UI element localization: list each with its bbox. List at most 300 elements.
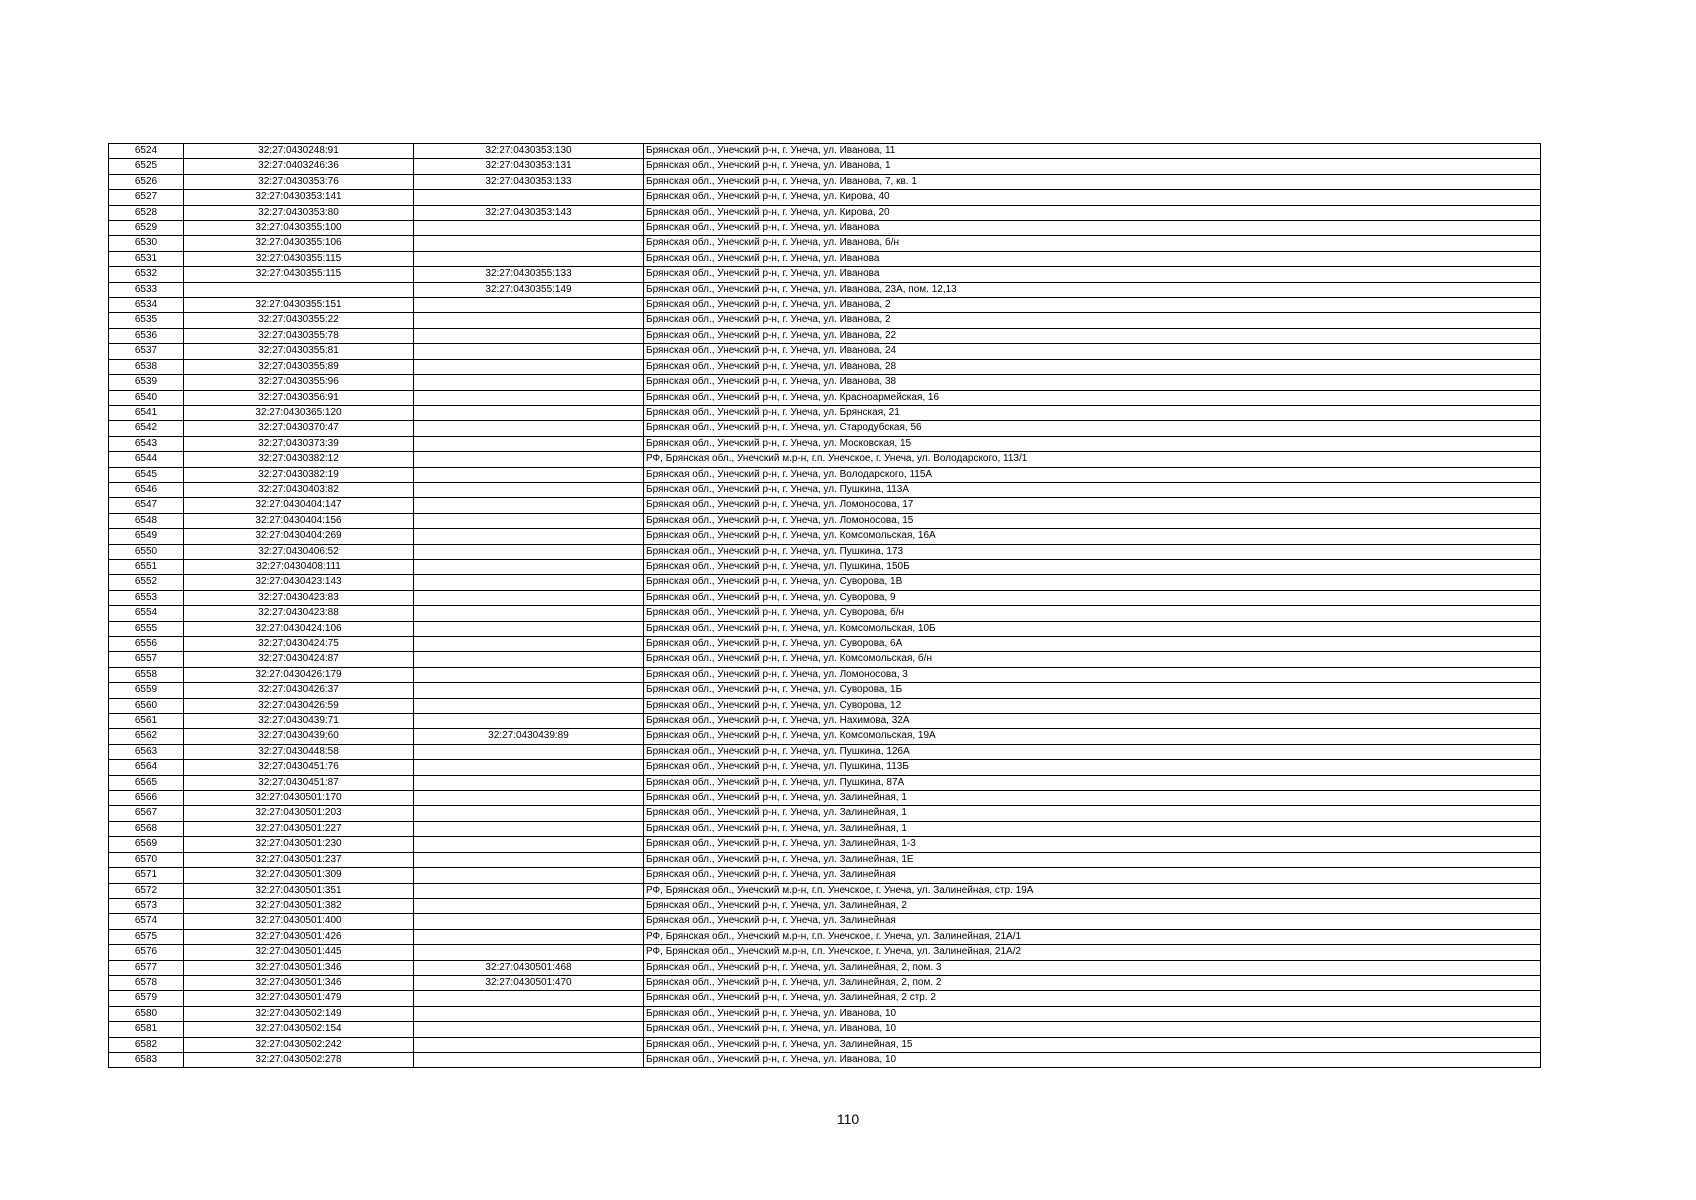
cadastral-number-cell: 32:27:0430501:230 [184,837,414,852]
table-row [109,791,1541,806]
address-cell: Брянская обл., Унечский р-н, г. Унеча, ул. Иванова, 38 [644,375,1541,390]
cadastral-number-cell: 32:27:0430355:89 [184,359,414,374]
table-row [109,898,1541,913]
address-cell: Брянская обл., Унечский р-н, г. Унеча, ул. Иванова, 10 [644,1052,1541,1067]
table-row [109,251,1541,266]
address-cell: Брянская обл., Унечский р-н, г. Унеча, ул. Ломоносова, 17 [644,498,1541,513]
object-cadastral-number-cell: 32:27:0430501:470 [414,975,644,990]
object-cadastral-number-cell [414,467,644,482]
cadastral-number-cell: 32:27:0430439:60 [184,729,414,744]
address-cell: Брянская обл., Унечский р-н, г. Унеча, ул. Московская, 15 [644,436,1541,451]
cadastral-number-cell: 32:27:0430423:83 [184,590,414,605]
table-row [109,698,1541,713]
address-cell: РФ, Брянская обл., Унечский м.р-н, г.п. Унечское, г. Унеча, ул. Володарского, 113/1 [644,452,1541,467]
row-number-cell: 6573 [109,898,184,913]
row-number-cell: 6548 [109,513,184,528]
cadastral-number-cell: 32:27:0430448:58 [184,744,414,759]
cadastral-number-cell: 32:27:0430502:149 [184,1006,414,1021]
address-cell: Брянская обл., Унечский р-н, г. Унеча, ул. Нахимова, 32А [644,714,1541,729]
cadastral-number-cell: 32:27:0430424:87 [184,652,414,667]
row-number-cell: 6581 [109,1022,184,1037]
table-row [109,559,1541,574]
object-cadastral-number-cell: 32:27:0430355:149 [414,282,644,297]
object-cadastral-number-cell [414,559,644,574]
cadastral-number-cell: 32:27:0430355:106 [184,236,414,251]
table-row [109,390,1541,405]
table-row [109,236,1541,251]
row-number-cell: 6533 [109,282,184,297]
table-row [109,205,1541,220]
cadastral-number-cell: 32:27:0430406:52 [184,544,414,559]
row-number-cell: 6538 [109,359,184,374]
table-row [109,975,1541,990]
table-row [109,945,1541,960]
table-row [109,267,1541,282]
address-cell: Брянская обл., Унечский р-н, г. Унеча, ул. Комсомольская, 16А [644,529,1541,544]
address-cell: Брянская обл., Унечский р-н, г. Унеча, ул. Залинейная, 1-3 [644,837,1541,852]
row-number-cell: 6528 [109,205,184,220]
cadastral-number-cell: 32:27:0430502:154 [184,1022,414,1037]
table-row [109,1037,1541,1052]
row-number-cell: 6525 [109,159,184,174]
row-number-cell: 6530 [109,236,184,251]
table-row [109,452,1541,467]
object-cadastral-number-cell [414,898,644,913]
object-cadastral-number-cell [414,883,644,898]
cadastral-number-cell: 32:27:0430501:445 [184,945,414,960]
cadastral-number-cell: 32:27:0430353:141 [184,190,414,205]
address-cell: Брянская обл., Унечский р-н, г. Унеча, ул. Пушкина, 126А [644,744,1541,759]
row-number-cell: 6552 [109,575,184,590]
object-cadastral-number-cell [414,236,644,251]
cadastral-number-cell: 32:27:0430403:82 [184,482,414,497]
object-cadastral-number-cell: 32:27:0430355:133 [414,267,644,282]
address-cell: Брянская обл., Унечский р-н, г. Унеча, ул. Иванова [644,221,1541,236]
cadastral-number-cell: 32:27:0430501:479 [184,991,414,1006]
row-number-cell: 6572 [109,883,184,898]
row-number-cell: 6540 [109,390,184,405]
row-number-cell: 6550 [109,544,184,559]
object-cadastral-number-cell: 32:27:0430353:143 [414,205,644,220]
row-number-cell: 6534 [109,298,184,313]
object-cadastral-number-cell [414,991,644,1006]
table-row [109,637,1541,652]
object-cadastral-number-cell [414,405,644,420]
address-cell: Брянская обл., Унечский р-н, г. Унеча, ул. Суворова, 1Б [644,683,1541,698]
row-number-cell: 6571 [109,868,184,883]
address-cell: Брянская обл., Унечский р-н, г. Унеча, ул. Иванова, 2 [644,313,1541,328]
object-cadastral-number-cell [414,637,644,652]
address-cell: Брянская обл., Унечский р-н, г. Унеча, ул. Кирова, 20 [644,205,1541,220]
address-cell: Брянская обл., Унечский р-н, г. Унеча, ул. Суворова, 6А [644,637,1541,652]
object-cadastral-number-cell: 32:27:0430353:133 [414,174,644,189]
row-number-cell: 6578 [109,975,184,990]
object-cadastral-number-cell [414,791,644,806]
table-row [109,652,1541,667]
address-cell: Брянская обл., Унечский р-н, г. Унеча, ул. Комсомольская, 10Б [644,621,1541,636]
cadastral-number-cell: 32:27:0430501:351 [184,883,414,898]
table-row [109,513,1541,528]
object-cadastral-number-cell [414,529,644,544]
object-cadastral-number-cell [414,575,644,590]
table-row [109,1006,1541,1021]
object-cadastral-number-cell [414,775,644,790]
table-row [109,344,1541,359]
address-cell: Брянская обл., Унечский р-н, г. Унеча, ул. Иванова, 7, кв. 1 [644,174,1541,189]
table-row [109,621,1541,636]
object-cadastral-number-cell [414,1022,644,1037]
row-number-cell: 6545 [109,467,184,482]
table-row [109,837,1541,852]
cadastral-number-cell: 32:27:0430502:242 [184,1037,414,1052]
table-row [109,590,1541,605]
cadastral-number-cell: 32:27:0430424:75 [184,637,414,652]
address-cell: Брянская обл., Унечский р-н, г. Унеча, ул. Иванова, 22 [644,328,1541,343]
table-row [109,405,1541,420]
table-row [109,960,1541,975]
address-cell: Брянская обл., Унечский р-н, г. Унеча, ул. Суворова, 12 [644,698,1541,713]
row-number-cell: 6557 [109,652,184,667]
row-number-cell: 6563 [109,744,184,759]
cadastral-number-cell: 32:27:0430439:71 [184,714,414,729]
table-row [109,482,1541,497]
object-cadastral-number-cell [414,482,644,497]
table-row [109,313,1541,328]
object-cadastral-number-cell [414,452,644,467]
address-cell: Брянская обл., Унечский р-н, г. Унеча, ул. Иванова, 10 [644,1006,1541,1021]
table-row [109,544,1541,559]
table-row [109,914,1541,929]
address-cell: Брянская обл., Унечский р-н, г. Унеча, ул. Иванова, 28 [644,359,1541,374]
row-number-cell: 6542 [109,421,184,436]
table-row [109,282,1541,297]
address-cell: Брянская обл., Унечский р-н, г. Унеча, ул. Красноармейская, 16 [644,390,1541,405]
object-cadastral-number-cell [414,328,644,343]
address-cell: Брянская обл., Унечский р-н, г. Унеча, ул. Суворова, 9 [644,590,1541,605]
cadastral-number-cell: 32:27:0430370:47 [184,421,414,436]
address-cell: РФ, Брянская обл., Унечский м.р-н, г.п. Унечское, г. Унеча, ул. Залинейная, 21А/2 [644,945,1541,960]
object-cadastral-number-cell [414,667,644,682]
cadastral-number-cell: 32:27:0430423:88 [184,606,414,621]
row-number-cell: 6567 [109,806,184,821]
address-cell: Брянская обл., Унечский р-н, г. Унеча, ул. Комсомольская, б/н [644,652,1541,667]
address-cell: Брянская обл., Унечский р-н, г. Унеча, ул. Залинейная, 1Е [644,852,1541,867]
row-number-cell: 6565 [109,775,184,790]
row-number-cell: 6524 [109,144,184,159]
row-number-cell: 6541 [109,405,184,420]
cadastral-number-cell: 32:27:0430353:80 [184,205,414,220]
cadastral-number-cell: 32:27:0430404:147 [184,498,414,513]
row-number-cell: 6564 [109,760,184,775]
row-number-cell: 6543 [109,436,184,451]
address-cell: Брянская обл., Унечский р-н, г. Унеча, ул. Иванова, 10 [644,1022,1541,1037]
cadastral-number-cell: 32:27:0430404:156 [184,513,414,528]
table-row [109,1022,1541,1037]
registry-table [108,143,1541,1068]
object-cadastral-number-cell [414,806,644,821]
table-row [109,190,1541,205]
table-row [109,714,1541,729]
cadastral-number-cell: 32:27:0403246:36 [184,159,414,174]
table-row [109,144,1541,159]
object-cadastral-number-cell: 32:27:0430439:89 [414,729,644,744]
address-cell: РФ, Брянская обл., Унечский м.р-н, г.п. Унечское, г. Унеча, ул. Залинейная, стр. 19А [644,883,1541,898]
row-number-cell: 6560 [109,698,184,713]
address-cell: Брянская обл., Унечский р-н, г. Унеча, ул. Ломоносова, 3 [644,667,1541,682]
address-cell: Брянская обл., Унечский р-н, г. Унеча, ул. Залинейная, 2, пом. 2 [644,975,1541,990]
row-number-cell: 6579 [109,991,184,1006]
table-row [109,498,1541,513]
cadastral-number-cell: 32:27:0430248:91 [184,144,414,159]
table-row [109,821,1541,836]
address-cell: Брянская обл., Унечский р-н, г. Унеча, ул. Залинейная [644,868,1541,883]
cadastral-number-cell: 32:27:0430408:111 [184,559,414,574]
row-number-cell: 6577 [109,960,184,975]
table-row [109,806,1541,821]
object-cadastral-number-cell [414,421,644,436]
object-cadastral-number-cell [414,868,644,883]
address-cell: Брянская обл., Унечский р-н, г. Унеча, ул. Комсомольская, 19А [644,729,1541,744]
cadastral-number-cell: 32:27:0430501:346 [184,975,414,990]
cadastral-number-cell: 32:27:0430501:346 [184,960,414,975]
table-row [109,667,1541,682]
cadastral-number-cell: 32:27:0430451:76 [184,760,414,775]
address-cell: Брянская обл., Унечский р-н, г. Унеча, ул. Иванова, 24 [644,344,1541,359]
cadastral-number-cell: 32:27:0430501:170 [184,791,414,806]
address-cell: Брянская обл., Унечский р-н, г. Унеча, ул. Ломоносова, 15 [644,513,1541,528]
table-row [109,852,1541,867]
cadastral-number-cell: 32:27:0430355:81 [184,344,414,359]
object-cadastral-number-cell: 32:27:0430353:131 [414,159,644,174]
cadastral-number-cell: 32:27:0430373:39 [184,436,414,451]
object-cadastral-number-cell [414,606,644,621]
table-row [109,883,1541,898]
address-cell: Брянская обл., Унечский р-н, г. Унеча, ул. Пушкина, 87А [644,775,1541,790]
object-cadastral-number-cell [414,621,644,636]
address-cell: Брянская обл., Унечский р-н, г. Унеча, ул. Залинейная, 1 [644,791,1541,806]
object-cadastral-number-cell [414,698,644,713]
row-number-cell: 6566 [109,791,184,806]
object-cadastral-number-cell [414,652,644,667]
object-cadastral-number-cell [414,821,644,836]
row-number-cell: 6575 [109,929,184,944]
cadastral-number-cell: 32:27:0430501:426 [184,929,414,944]
cadastral-number-cell: 32:27:0430404:269 [184,529,414,544]
object-cadastral-number-cell [414,221,644,236]
object-cadastral-number-cell [414,375,644,390]
cadastral-number-cell: 32:27:0430382:12 [184,452,414,467]
address-cell: Брянская обл., Унечский р-н, г. Унеча, ул. Пушкина, 150Б [644,559,1541,574]
registry-table-body [109,144,1541,1068]
object-cadastral-number-cell [414,513,644,528]
row-number-cell: 6555 [109,621,184,636]
address-cell: Брянская обл., Унечский р-н, г. Унеча, ул. Кирова, 40 [644,190,1541,205]
row-number-cell: 6553 [109,590,184,605]
address-cell: Брянская обл., Унечский р-н, г. Унеча, ул. Иванова, 2 [644,298,1541,313]
object-cadastral-number-cell: 32:27:0430501:468 [414,960,644,975]
object-cadastral-number-cell [414,852,644,867]
row-number-cell: 6570 [109,852,184,867]
row-number-cell: 6558 [109,667,184,682]
row-number-cell: 6562 [109,729,184,744]
table-row [109,436,1541,451]
object-cadastral-number-cell [414,359,644,374]
address-cell: Брянская обл., Унечский р-н, г. Унеча, ул. Суворова, 1В [644,575,1541,590]
row-number-cell: 6576 [109,945,184,960]
row-number-cell: 6537 [109,344,184,359]
row-number-cell: 6547 [109,498,184,513]
address-cell: Брянская обл., Унечский р-н, г. Унеча, ул. Пушкина, 113Б [644,760,1541,775]
table-row [109,221,1541,236]
object-cadastral-number-cell [414,744,644,759]
address-cell: Брянская обл., Унечский р-н, г. Унеча, ул. Залинейная, 2 [644,898,1541,913]
table-row [109,174,1541,189]
address-cell: Брянская обл., Унечский р-н, г. Унеча, ул. Иванова, б/н [644,236,1541,251]
cadastral-number-cell: 32:27:0430501:400 [184,914,414,929]
cadastral-number-cell: 32:27:0430501:227 [184,821,414,836]
address-cell: Брянская обл., Унечский р-н, г. Унеча, ул. Пушкина, 113А [644,482,1541,497]
object-cadastral-number-cell [414,498,644,513]
cadastral-number-cell: 32:27:0430426:179 [184,667,414,682]
row-number-cell: 6569 [109,837,184,852]
row-number-cell: 6532 [109,267,184,282]
table-row [109,421,1541,436]
cadastral-number-cell [184,282,414,297]
object-cadastral-number-cell [414,544,644,559]
address-cell: Брянская обл., Унечский р-н, г. Унеча, ул. Суворова, б/н [644,606,1541,621]
address-cell: Брянская обл., Унечский р-н, г. Унеча, ул. Брянская, 21 [644,405,1541,420]
table-row [109,760,1541,775]
cadastral-number-cell: 32:27:0430355:151 [184,298,414,313]
row-number-cell: 6559 [109,683,184,698]
table-row [109,991,1541,1006]
table-row [109,1052,1541,1067]
cadastral-number-cell: 32:27:0430356:91 [184,390,414,405]
row-number-cell: 6544 [109,452,184,467]
cadastral-number-cell: 32:27:0430355:22 [184,313,414,328]
object-cadastral-number-cell [414,914,644,929]
cadastral-number-cell: 32:27:0430451:87 [184,775,414,790]
row-number-cell: 6583 [109,1052,184,1067]
address-cell: Брянская обл., Унечский р-н, г. Унеча, ул. Залинейная, 2 стр. 2 [644,991,1541,1006]
cadastral-number-cell: 32:27:0430501:203 [184,806,414,821]
row-number-cell: 6574 [109,914,184,929]
object-cadastral-number-cell [414,714,644,729]
address-cell: Брянская обл., Унечский р-н, г. Унеча, ул. Залинейная, 1 [644,806,1541,821]
object-cadastral-number-cell [414,837,644,852]
table-row [109,744,1541,759]
table-row [109,529,1541,544]
object-cadastral-number-cell [414,683,644,698]
address-cell: Брянская обл., Унечский р-н, г. Унеча, ул. Иванова [644,267,1541,282]
table-row [109,929,1541,944]
object-cadastral-number-cell [414,945,644,960]
cadastral-number-cell: 32:27:0430382:19 [184,467,414,482]
row-number-cell: 6554 [109,606,184,621]
row-number-cell: 6568 [109,821,184,836]
address-cell: Брянская обл., Унечский р-н, г. Унеча, ул. Залинейная [644,914,1541,929]
object-cadastral-number-cell [414,390,644,405]
object-cadastral-number-cell [414,344,644,359]
table-row [109,729,1541,744]
address-cell: Брянская обл., Унечский р-н, г. Унеча, ул. Залинейная, 15 [644,1037,1541,1052]
row-number-cell: 6561 [109,714,184,729]
object-cadastral-number-cell: 32:27:0430353:130 [414,144,644,159]
cadastral-number-cell: 32:27:0430423:143 [184,575,414,590]
cadastral-number-cell: 32:27:0430501:237 [184,852,414,867]
address-cell: Брянская обл., Унечский р-н, г. Унеча, ул. Иванова, 11 [644,144,1541,159]
table-row [109,359,1541,374]
table-row [109,159,1541,174]
cadastral-number-cell: 32:27:0430355:100 [184,221,414,236]
object-cadastral-number-cell [414,251,644,266]
table-row [109,375,1541,390]
table-row [109,467,1541,482]
object-cadastral-number-cell [414,1037,644,1052]
object-cadastral-number-cell [414,313,644,328]
cadastral-number-cell: 32:27:0430365:120 [184,405,414,420]
object-cadastral-number-cell [414,929,644,944]
row-number-cell: 6529 [109,221,184,236]
row-number-cell: 6531 [109,251,184,266]
address-cell: Брянская обл., Унечский р-н, г. Унеча, ул. Иванова, 23А, пом. 12,13 [644,282,1541,297]
row-number-cell: 6580 [109,1006,184,1021]
cadastral-number-cell: 32:27:0430355:78 [184,328,414,343]
table-row [109,328,1541,343]
address-cell: Брянская обл., Унечский р-н, г. Унеча, ул. Иванова [644,251,1541,266]
cadastral-number-cell: 32:27:0430355:115 [184,267,414,282]
row-number-cell: 6526 [109,174,184,189]
address-cell: Брянская обл., Унечский р-н, г. Унеча, ул. Залинейная, 1 [644,821,1541,836]
address-cell: Брянская обл., Унечский р-н, г. Унеча, ул. Иванова, 1 [644,159,1541,174]
cadastral-number-cell: 32:27:0430502:278 [184,1052,414,1067]
row-number-cell: 6549 [109,529,184,544]
object-cadastral-number-cell [414,590,644,605]
table-row [109,606,1541,621]
table-row [109,868,1541,883]
row-number-cell: 6546 [109,482,184,497]
address-cell: Брянская обл., Унечский р-н, г. Унеча, ул. Стародубская, 56 [644,421,1541,436]
table-row [109,298,1541,313]
row-number-cell: 6582 [109,1037,184,1052]
object-cadastral-number-cell [414,1052,644,1067]
object-cadastral-number-cell [414,760,644,775]
address-cell: Брянская обл., Унечский р-н, г. Унеча, ул. Володарского, 115А [644,467,1541,482]
table-row [109,575,1541,590]
cadastral-number-cell: 32:27:0430355:115 [184,251,414,266]
page-number: 110 [836,1111,860,1127]
cadastral-number-cell: 32:27:0430353:76 [184,174,414,189]
row-number-cell: 6539 [109,375,184,390]
object-cadastral-number-cell [414,436,644,451]
cadastral-number-cell: 32:27:0430355:96 [184,375,414,390]
row-number-cell: 6527 [109,190,184,205]
object-cadastral-number-cell [414,298,644,313]
object-cadastral-number-cell [414,1006,644,1021]
table-row [109,775,1541,790]
cadastral-number-cell: 32:27:0430424:106 [184,621,414,636]
row-number-cell: 6536 [109,328,184,343]
address-cell: Брянская обл., Унечский р-н, г. Унеча, ул. Пушкина, 173 [644,544,1541,559]
cadastral-number-cell: 32:27:0430501:309 [184,868,414,883]
cadastral-number-cell: 32:27:0430426:59 [184,698,414,713]
row-number-cell: 6556 [109,637,184,652]
row-number-cell: 6535 [109,313,184,328]
cadastral-number-cell: 32:27:0430501:382 [184,898,414,913]
row-number-cell: 6551 [109,559,184,574]
address-cell: РФ, Брянская обл., Унечский м.р-н, г.п. Унечское, г. Унеча, ул. Залинейная, 21А/1 [644,929,1541,944]
cadastral-number-cell: 32:27:0430426:37 [184,683,414,698]
